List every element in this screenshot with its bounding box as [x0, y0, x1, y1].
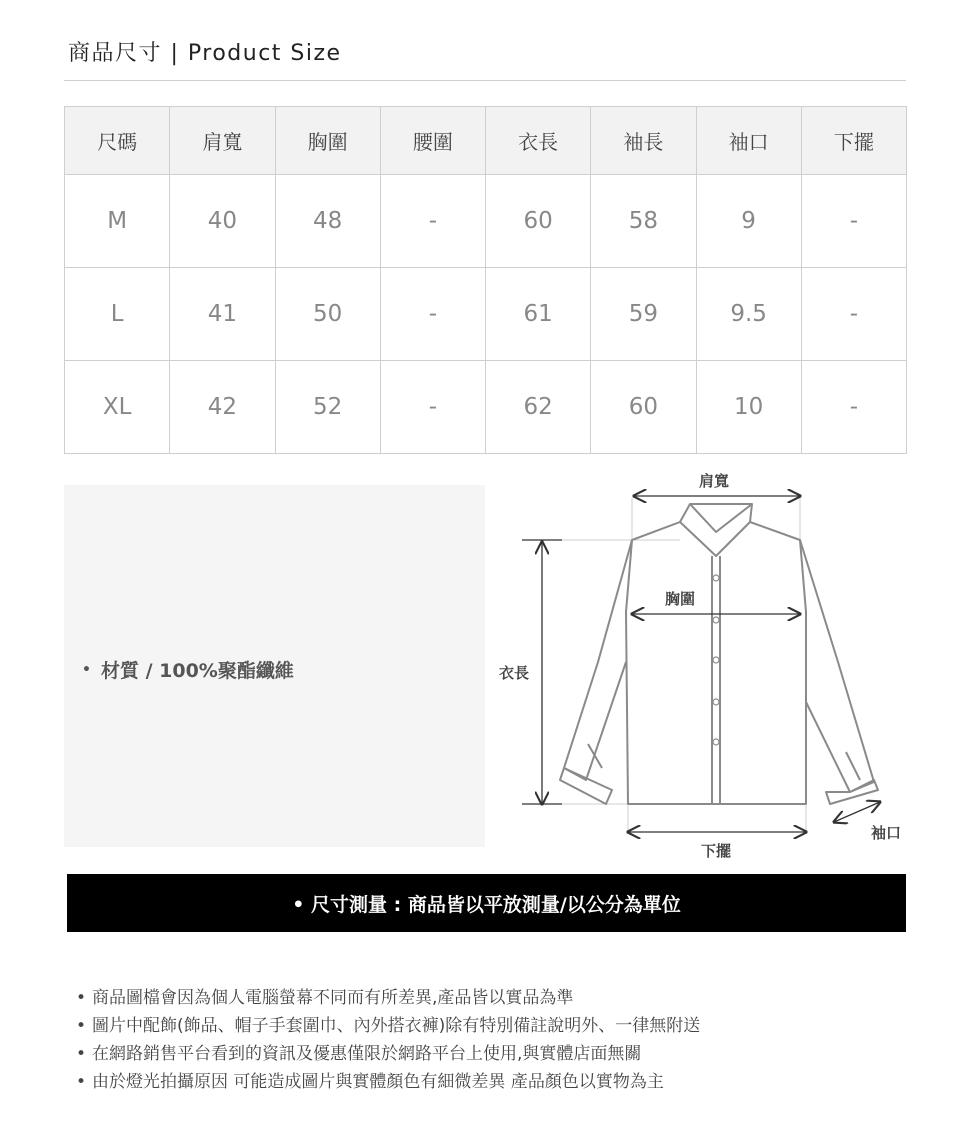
- right-cuff-detail: [846, 752, 860, 780]
- left-sleeve: [564, 540, 632, 780]
- header-shoulder: 肩寬: [170, 107, 275, 175]
- table-header-row: [65, 107, 907, 175]
- header-cuff: 袖口: [696, 107, 801, 175]
- material-bullet: •: [82, 662, 91, 678]
- header-waist: 腰圍: [380, 107, 485, 175]
- measurement-note-bar: • 尺寸測量 : 商品皆以平放測量/以公分為單位: [67, 874, 906, 932]
- table-cell: 9.5: [696, 268, 801, 361]
- shirt-button: [713, 739, 719, 745]
- table-cell: 41: [170, 268, 275, 361]
- shoulder-label: 肩寬: [698, 472, 730, 490]
- list-item: • 圖片中配飾(飾品、帽子手套圍巾、內外搭衣褲)除有特別備註說明外、一律無附送: [76, 1012, 700, 1040]
- table-cell: 62: [486, 361, 591, 454]
- shirt-button: [713, 617, 719, 623]
- shirt-button: [713, 699, 719, 705]
- table-cell: 59: [591, 268, 696, 361]
- table-cell: -: [380, 361, 485, 454]
- table-cell: M: [65, 175, 170, 268]
- table-cell: -: [380, 175, 485, 268]
- hem-label: 下擺: [700, 842, 732, 860]
- size-table: [64, 106, 907, 454]
- table-cell: XL: [65, 361, 170, 454]
- table-cell: 40: [170, 175, 275, 268]
- header-hem: 下擺: [801, 107, 906, 175]
- table-cell: -: [801, 268, 906, 361]
- page-title: 商品尺寸 | Product Size: [68, 41, 342, 66]
- shirt-button: [713, 575, 719, 581]
- table-cell: 61: [486, 268, 591, 361]
- header-size: 尺碼: [65, 107, 170, 175]
- cuff-label: 袖口: [870, 824, 902, 842]
- title-divider: [64, 80, 906, 81]
- header-length: 衣長: [486, 107, 591, 175]
- material-info: [82, 656, 294, 683]
- right-sleeve: [800, 540, 874, 792]
- table-cell: 58: [591, 175, 696, 268]
- collar-inner: [690, 504, 752, 532]
- list-item: • 在網路銷售平台看到的資訊及優惠僅限於網路平台上使用,與實體店面無關: [76, 1040, 700, 1068]
- shirt-buttons: [713, 575, 719, 745]
- table-cell: -: [380, 268, 485, 361]
- header-sleeve-length: 袖長: [591, 107, 696, 175]
- table-row: [65, 361, 907, 454]
- table-cell: 42: [170, 361, 275, 454]
- table-cell: L: [65, 268, 170, 361]
- length-label: 衣長: [498, 664, 530, 682]
- table-cell: 50: [275, 268, 380, 361]
- list-item: • 商品圖檔會因為個人電腦螢幕不同而有所差異,產品皆以實品為準: [76, 984, 700, 1012]
- material-text: 材質 / 100%聚酯纖維: [100, 660, 294, 682]
- list-item: • 由於燈光拍攝原因 可能造成圖片與實體顏色有細微差異 產品顏色以實物為主: [76, 1068, 700, 1096]
- table-cell: 60: [486, 175, 591, 268]
- table-cell: 52: [275, 361, 380, 454]
- left-cuff: [560, 768, 612, 804]
- shirt-button: [713, 657, 719, 663]
- table-cell: 10: [696, 361, 801, 454]
- shirt-outline: [560, 504, 878, 804]
- table-cell: 60: [591, 361, 696, 454]
- shirt-measurement-diagram: [490, 462, 910, 862]
- cuff-arrow: [834, 802, 880, 822]
- header-chest: 胸圍: [275, 107, 380, 175]
- notes-list: [76, 984, 700, 1096]
- guide-lines: [552, 498, 806, 834]
- left-cuff-detail: [588, 744, 602, 768]
- table-cell: -: [801, 361, 906, 454]
- table-row: [65, 175, 907, 268]
- table-cell: -: [801, 175, 906, 268]
- table-cell: 48: [275, 175, 380, 268]
- table-row: [65, 268, 907, 361]
- chest-label: 胸圍: [664, 590, 696, 608]
- table-cell: 9: [696, 175, 801, 268]
